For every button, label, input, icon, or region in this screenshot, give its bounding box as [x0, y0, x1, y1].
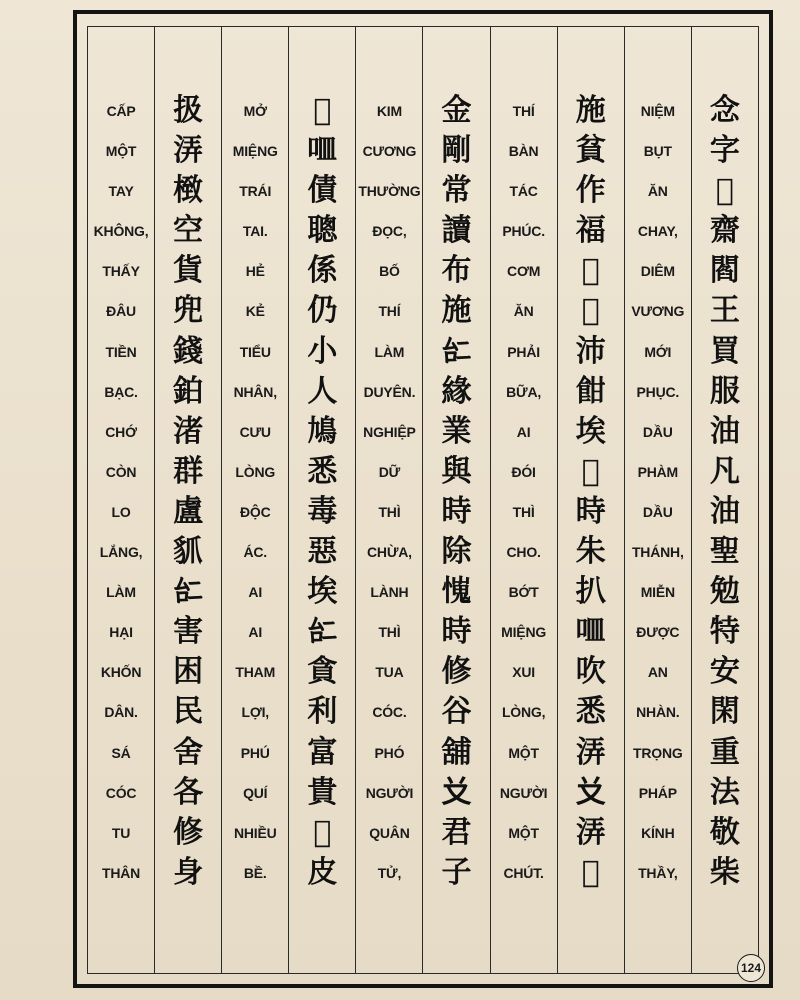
- quoc-ngu-word: CƯU: [239, 423, 271, 440]
- han-nom-character: 齋: [709, 213, 740, 249]
- han-nom-character: 盧: [173, 493, 204, 529]
- han-nom-column: [692, 27, 758, 973]
- quoc-ngu-word: SÁ: [111, 744, 131, 761]
- quoc-ngu-word: CHO.: [506, 544, 541, 561]
- quoc-ngu-word: LÀM: [106, 584, 136, 601]
- quoc-ngu-word: NGHIỆP: [363, 423, 416, 440]
- quoc-ngu-word: AI: [248, 584, 263, 601]
- han-nom-character: 勉: [709, 574, 740, 610]
- quoc-ngu-word: QUÂN: [369, 824, 410, 841]
- quoc-ngu-word: THÍ: [378, 303, 401, 320]
- quoc-ngu-word: PHÁP: [638, 784, 677, 801]
- quoc-ngu-word: HẠI: [109, 624, 133, 641]
- quoc-ngu-column: [625, 27, 692, 973]
- han-nom-character: 埃: [575, 413, 606, 449]
- han-nom-character: 㳥: [173, 133, 204, 169]
- quoc-ngu-word: HẺ: [245, 263, 265, 280]
- han-nom-character: 人: [307, 373, 338, 409]
- han-nom-character: 子: [441, 854, 472, 890]
- quoc-ngu-word: NGƯỜI: [499, 784, 548, 801]
- han-nom-character: 福: [575, 213, 606, 249]
- quoc-ngu-word: CÒN: [105, 463, 137, 480]
- han-nom-character: 債: [307, 173, 338, 209]
- han-nom-character: 舍: [173, 734, 204, 770]
- quoc-ngu-word: THẤY: [102, 263, 140, 280]
- quoc-ngu-word: THƯỜNG: [358, 183, 421, 200]
- han-nom-character: 重: [709, 734, 740, 770]
- han-nom-character: 小: [307, 333, 338, 369]
- quoc-ngu-word: CƠM: [507, 263, 541, 280]
- han-nom-character: 皮: [307, 854, 338, 890]
- quoc-ngu-word: TIỂU: [239, 343, 271, 360]
- han-nom-character: 鳩: [307, 413, 338, 449]
- quoc-ngu-word: DÂN.: [104, 704, 138, 721]
- quoc-ngu-word: THAM: [235, 664, 276, 681]
- han-nom-character: 係: [307, 253, 338, 289]
- quoc-ngu-word: CHÚT.: [503, 864, 544, 881]
- han-nom-character: 渚: [173, 413, 204, 449]
- quoc-ngu-word: ĐỘC: [239, 503, 271, 520]
- han-nom-character: 敬: [709, 814, 740, 850]
- quoc-ngu-word: AI: [248, 624, 263, 641]
- quoc-ngu-word: CHỪA,: [367, 544, 412, 561]
- han-nom-character: 身: [173, 854, 204, 890]
- quoc-ngu-word: DỮ: [378, 463, 401, 480]
- han-nom-character: 谷: [441, 694, 472, 730]
- han-nom-character: 王: [709, 293, 740, 329]
- han-nom-character: 沛: [575, 333, 606, 369]
- han-nom-character: 㳥: [575, 734, 606, 770]
- han-nom-character: 空: [173, 213, 204, 249]
- han-nom-character: 緣: [441, 373, 472, 409]
- quoc-ngu-word: ĐÓI: [511, 463, 536, 480]
- quoc-ngu-word: MỘT: [508, 824, 539, 841]
- quoc-ngu-word: PHỤC.: [636, 383, 680, 400]
- han-nom-character: 𠍦: [313, 814, 332, 850]
- han-nom-character: 𠬠: [441, 774, 472, 810]
- han-nom-character: 法: [709, 774, 740, 810]
- quoc-ngu-word: KẺ: [245, 303, 265, 320]
- han-nom-character: 毒: [307, 493, 338, 529]
- quoc-ngu-word: DẦU: [642, 423, 673, 440]
- han-nom-character: 服: [709, 373, 740, 409]
- han-nom-character: 害: [173, 614, 204, 650]
- quoc-ngu-word: TIỀN: [105, 343, 137, 360]
- han-nom-character: 群: [173, 453, 204, 489]
- han-nom-character: 常: [441, 173, 472, 209]
- quoc-ngu-word: THÌ: [378, 624, 401, 641]
- han-nom-character: 凡: [709, 453, 740, 489]
- han-nom-character: 𠄩: [307, 614, 338, 650]
- han-nom-character: 困: [173, 654, 204, 690]
- quoc-ngu-word: BỮA,: [506, 383, 542, 400]
- quoc-ngu-word: LẮNG,: [99, 544, 143, 561]
- quoc-ngu-word: BỚT: [508, 584, 539, 601]
- han-nom-character: 𣘃: [715, 173, 734, 209]
- han-nom-character: 時: [441, 614, 472, 650]
- quoc-ngu-word: NHÂN,: [233, 383, 277, 400]
- han-nom-character: 𩛷: [581, 253, 600, 289]
- quoc-ngu-word: BỀ.: [243, 864, 267, 881]
- han-nom-character: 扱: [173, 93, 204, 128]
- han-nom-character: 修: [441, 654, 472, 690]
- quoc-ngu-word: THẦY,: [638, 864, 678, 881]
- quoc-ngu-word: XUI: [512, 664, 535, 681]
- quoc-ngu-word: BỤT: [643, 143, 672, 160]
- quoc-ngu-word: ÁC.: [243, 544, 267, 561]
- han-nom-character: 作: [575, 173, 606, 209]
- quoc-ngu-word: LÀNH: [370, 584, 409, 601]
- quoc-ngu-column: [88, 27, 155, 973]
- han-nom-character: 𢢯: [441, 574, 472, 610]
- han-nom-character: 聰: [307, 213, 338, 249]
- quoc-ngu-word: LÀM: [374, 343, 405, 360]
- han-nom-character: 除: [441, 534, 472, 570]
- quoc-ngu-word: THÌ: [378, 503, 401, 520]
- quoc-ngu-word: THÌ: [512, 503, 535, 520]
- quoc-ngu-word: ĂN: [513, 303, 534, 320]
- han-nom-character: 民: [173, 694, 204, 730]
- han-nom-character: 𠄩: [441, 333, 472, 369]
- han-nom-character: 時: [441, 493, 472, 529]
- han-nom-column: [155, 27, 222, 973]
- han-nom-character: 錢: [173, 333, 204, 369]
- han-nom-character: 施: [441, 293, 472, 329]
- han-nom-character: 吹: [575, 654, 606, 690]
- quoc-ngu-word: ĂN: [647, 183, 668, 200]
- quoc-ngu-word: TAY: [108, 183, 134, 200]
- quoc-ngu-word: KÍNH: [641, 824, 675, 841]
- han-nom-character: 悉: [575, 694, 606, 730]
- han-nom-character: 仍: [307, 293, 338, 329]
- han-nom-character: 閑: [709, 694, 740, 730]
- han-nom-character: 貨: [173, 253, 204, 289]
- quoc-ngu-word: AN: [647, 664, 668, 681]
- quoc-ngu-column: [222, 27, 289, 973]
- han-nom-character: 𬑉: [313, 93, 332, 128]
- quoc-ngu-word: KHÔNG,: [93, 223, 149, 240]
- han-nom-character: 油: [709, 493, 740, 529]
- quoc-ngu-word: DUYÊN.: [363, 383, 416, 400]
- han-nom-character: 各: [173, 774, 204, 810]
- quoc-ngu-word: DIÊM: [640, 263, 675, 280]
- quoc-ngu-word: TỬ,: [377, 864, 402, 881]
- han-nom-character: 金: [441, 93, 472, 128]
- han-nom-column: [558, 27, 625, 973]
- quoc-ngu-word: CƯƠNG: [362, 143, 417, 160]
- han-nom-character: 修: [173, 814, 204, 850]
- han-nom-character: 埃: [307, 574, 338, 610]
- quoc-ngu-column: [356, 27, 423, 973]
- quoc-ngu-word: LỢI,: [241, 704, 269, 721]
- han-nom-character: 𩚵: [575, 373, 606, 409]
- quoc-ngu-word: MỚI: [644, 343, 672, 360]
- quoc-ngu-word: TAI.: [242, 223, 268, 240]
- quoc-ngu-word: THÁNH,: [631, 544, 684, 561]
- han-nom-character: 與: [441, 453, 472, 489]
- han-nom-column: [423, 27, 490, 973]
- quoc-ngu-word: VƯƠNG: [631, 303, 685, 320]
- han-nom-character: 扒: [575, 574, 606, 610]
- quoc-ngu-word: MIỆNG: [232, 143, 278, 160]
- han-nom-character: 聖: [709, 534, 740, 570]
- quoc-ngu-word: TUA: [375, 664, 404, 681]
- quoc-ngu-word: CẤP: [106, 103, 136, 119]
- quoc-ngu-word: QUÍ: [243, 784, 268, 801]
- han-nom-character: 利: [307, 694, 338, 730]
- quoc-ngu-word: MIỄN: [640, 584, 675, 601]
- han-nom-character: 鉑: [173, 373, 204, 409]
- quoc-ngu-word: PHÚC.: [502, 223, 545, 240]
- han-nom-character: 朱: [575, 534, 606, 570]
- han-nom-character: 君: [441, 814, 472, 850]
- quoc-ngu-word: MỞ: [243, 103, 267, 119]
- han-nom-character: 安: [709, 654, 740, 690]
- quoc-ngu-word: CÓC.: [372, 704, 407, 721]
- quoc-ngu-word: BẠC.: [104, 383, 138, 400]
- han-nom-character: 富: [307, 734, 338, 770]
- han-nom-character: 柴: [709, 854, 740, 890]
- han-nom-character: 舖: [441, 734, 472, 770]
- han-nom-character: 兜: [173, 293, 204, 329]
- han-nom-character: 𩟡: [581, 453, 600, 489]
- page-number: 124: [737, 954, 765, 982]
- quoc-ngu-word: CHAY,: [637, 223, 678, 240]
- han-nom-character: 𠰘: [307, 133, 338, 169]
- han-nom-character: 貧: [575, 133, 606, 169]
- quoc-ngu-word: LÒNG,: [501, 704, 546, 721]
- quoc-ngu-word: MỘT: [105, 143, 137, 160]
- han-nom-character: 念: [709, 93, 740, 128]
- quoc-ngu-word: NHÀN.: [636, 704, 680, 721]
- han-nom-character: 閻: [709, 253, 740, 289]
- han-nom-character: 𣘃: [581, 293, 600, 329]
- han-nom-character: 剛: [441, 133, 472, 169]
- han-nom-character: 貴: [307, 774, 338, 810]
- quoc-ngu-word: NIỆM: [640, 103, 675, 119]
- han-nom-character: 㳥: [575, 814, 606, 850]
- han-nom-character: 油: [709, 413, 740, 449]
- han-nom-character: 𠄩: [173, 574, 204, 610]
- han-nom-character: 𠬠: [575, 774, 606, 810]
- quoc-ngu-word: TRỌNG: [633, 744, 683, 761]
- han-nom-character: 悉: [307, 453, 338, 489]
- han-nom-character: 䝖: [173, 534, 204, 570]
- quoc-ngu-word: ĐÂU: [106, 303, 136, 320]
- quoc-ngu-word: PHÓ: [374, 744, 405, 761]
- han-nom-character: 字: [709, 133, 740, 169]
- quoc-ngu-word: TÁC: [509, 183, 538, 200]
- quoc-ngu-word: DẦU: [642, 503, 673, 520]
- quoc-ngu-word: KHỐN: [100, 664, 142, 681]
- quoc-ngu-word: BÀN: [508, 143, 539, 160]
- han-nom-character: 㮹: [173, 173, 204, 209]
- quoc-ngu-word: PHÀM: [637, 463, 678, 480]
- quoc-ngu-word: MIỆNG: [501, 624, 547, 641]
- quoc-ngu-word: NHIỀU: [233, 824, 277, 841]
- han-nom-character: 布: [441, 253, 472, 289]
- han-nom-character: 讀: [441, 213, 472, 249]
- quoc-ngu-word: ĐỌC,: [372, 223, 407, 240]
- han-nom-character: 𠰘: [575, 614, 606, 650]
- quoc-ngu-word: THÍ: [512, 103, 535, 119]
- quoc-ngu-word: CHỚ: [105, 423, 137, 440]
- quoc-ngu-word: MỘT: [508, 744, 539, 761]
- han-nom-character: 貪: [307, 654, 338, 690]
- quoc-ngu-word: PHẢI: [507, 343, 540, 360]
- han-nom-character: 𪁶: [581, 854, 600, 890]
- quoc-ngu-word: AI: [516, 423, 531, 440]
- han-nom-character: 買: [709, 333, 740, 369]
- han-nom-character: 業: [441, 413, 472, 449]
- quoc-ngu-word: BỐ: [379, 263, 400, 280]
- text-columns: [87, 26, 759, 974]
- han-nom-character: 施: [575, 93, 606, 128]
- han-nom-character: 時: [575, 493, 606, 529]
- quoc-ngu-column: [491, 27, 558, 973]
- quoc-ngu-word: KIM: [376, 103, 402, 119]
- page-border-frame: [73, 10, 773, 988]
- quoc-ngu-word: LO: [111, 503, 131, 520]
- quoc-ngu-word: NGƯỜI: [365, 784, 414, 801]
- quoc-ngu-word: TU: [111, 824, 131, 841]
- han-nom-column: [289, 27, 356, 973]
- han-nom-character: 惡: [307, 534, 338, 570]
- quoc-ngu-word: CÓC: [105, 784, 137, 801]
- quoc-ngu-word: ĐƯỢC: [636, 624, 680, 641]
- quoc-ngu-word: TRÁI: [239, 183, 272, 200]
- quoc-ngu-word: PHÚ: [240, 744, 270, 761]
- han-nom-character: 特: [709, 614, 740, 650]
- quoc-ngu-word: THÂN: [102, 864, 141, 881]
- quoc-ngu-word: LÒNG: [235, 463, 276, 480]
